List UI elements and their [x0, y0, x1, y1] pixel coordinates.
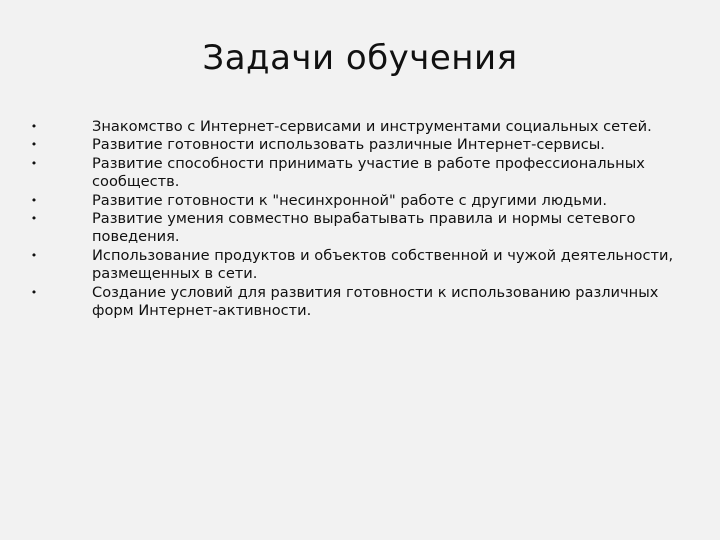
bullet-list: [28, 118, 698, 320]
bullet-item-1: [28, 118, 698, 136]
bullet-item-6: [28, 247, 698, 284]
bullet-text: Развитие умения совместно вырабатывать правила и нормы сетевого поведения.: [92, 210, 636, 246]
bullet-icon: •: [30, 285, 38, 299]
bullet-text: Создание условий для развития готовности к использованию различных форм Интернет-активности.: [92, 283, 659, 320]
bullet-text: Развитие способности принимать участие в работе профессиональных сообществ.: [92, 154, 645, 191]
bullet-item-4: [28, 192, 698, 210]
bullet-text: Развитие готовности использовать различные Интернет-сервисы.: [92, 136, 605, 154]
bullet-icon: •: [30, 248, 38, 262]
bullet-text: Использование продуктов и объектов собственной и чужой деятельности, размещенных в сети.: [92, 246, 674, 283]
bullet-icon: •: [30, 193, 38, 207]
bullet-item-3: [28, 155, 698, 192]
bullet-item-5: [28, 210, 698, 247]
bullet-icon: •: [30, 120, 38, 133]
bullet-icon: •: [30, 212, 38, 226]
bullet-item-2: [28, 136, 698, 154]
bullet-item-7: [28, 284, 698, 321]
slide-title: Задачи обучения: [202, 38, 518, 78]
bullet-text: Развитие готовности к "несинхронной" работе с другими людьми.: [92, 191, 607, 209]
bullet-icon: •: [30, 138, 38, 152]
bullet-icon: •: [30, 156, 38, 170]
bullet-text: Знакомство с Интернет-сервисами и инструментами социальных сетей.: [92, 118, 652, 135]
